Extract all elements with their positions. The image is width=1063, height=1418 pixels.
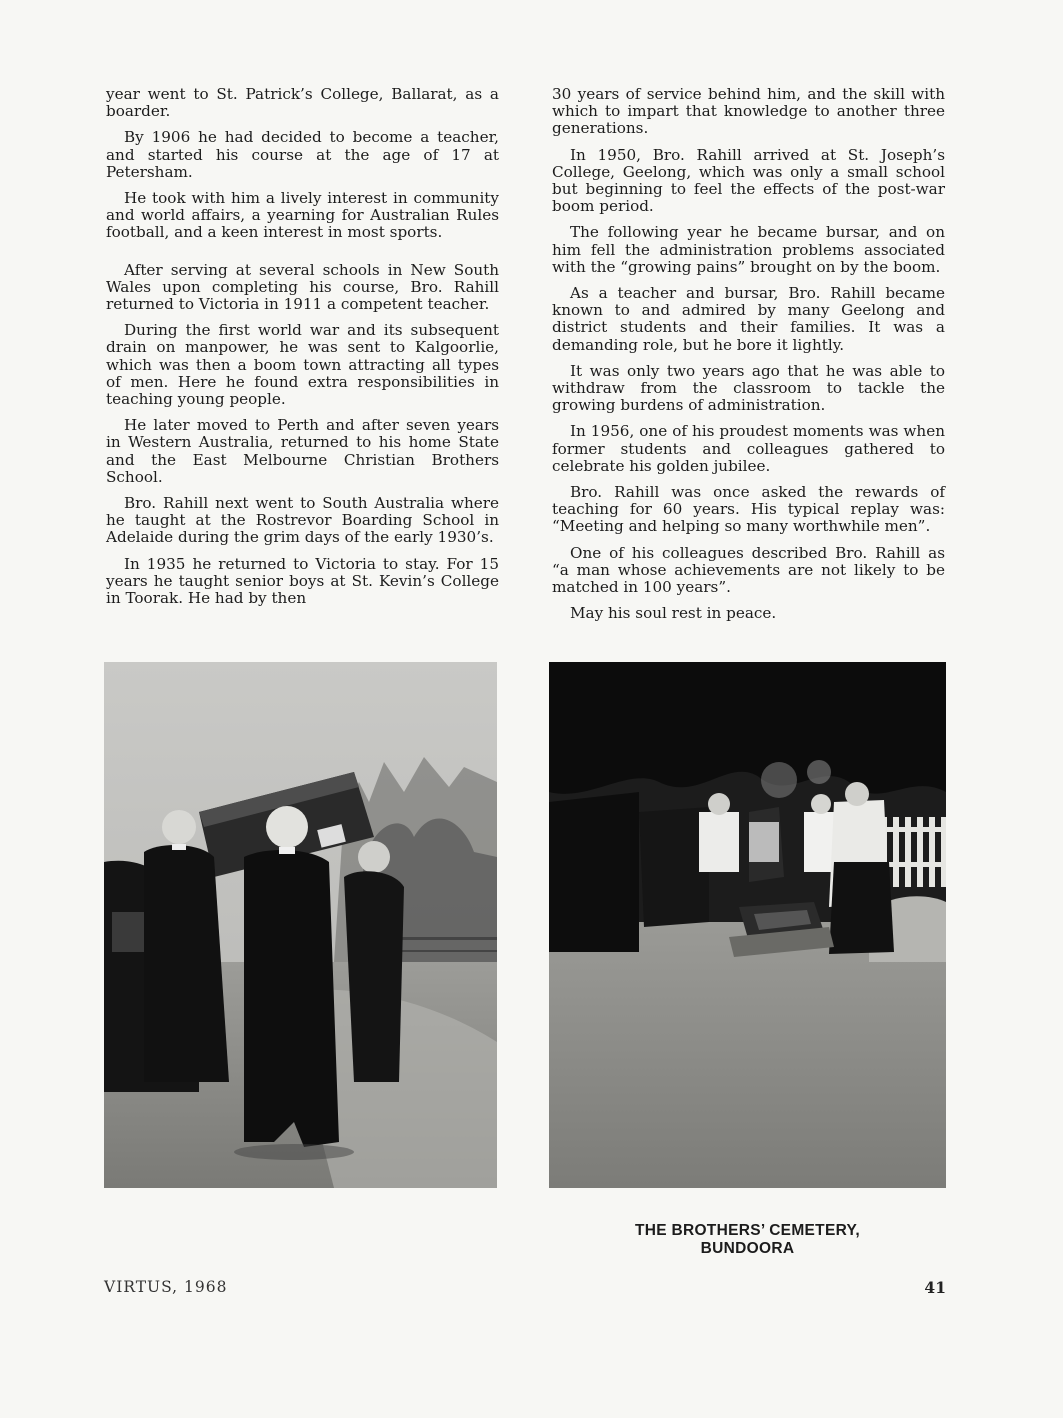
paragraph: During the first world war and its subsequent drain on manpower, he was sent to Kalgoorlie, which was then a boom town attracting all types of men. Here he found extra responsibilities in teaching young people. <box>106 321 499 409</box>
publication-footer: VIRTUS, 1968 <box>104 1278 228 1296</box>
paragraph: In 1935 he returned to Victoria to stay. For 15 years he taught senior boys at St. Kevin’s College in Toorak. He had by then <box>106 554 499 608</box>
photo-caption <box>549 1222 946 1258</box>
paragraph: He took with him a lively interest in community and world affairs, a yearning for Australian Rules football, and a keen interest in most sports. <box>106 189 499 242</box>
paragraph: year went to St. Patrick’s College, Ballarat, as a boarder. <box>106 85 499 121</box>
paragraph: In 1950, Bro. Rahill arrived at St. Joseph’s College, Geelong, which was only a small school but beginning to feel the effects of the post-war boom period. <box>552 145 945 216</box>
paragraph: As a teacher and bursar, Bro. Rahill became known to and admired by many Geelong and district students and their families. It was a demanding role, but he bore it lightly. <box>552 284 945 354</box>
page-number: 41 <box>924 1278 946 1297</box>
paragraph: Bro. Rahill next went to South Australia where he taught at the Rostrevor Boarding School in Adelaide during the grim days of the early 1930’s. <box>106 494 499 547</box>
paragraph: One of his colleagues described Bro. Rahill as “a man whose achievements are not likely to be matched in 100 years”. <box>552 543 945 597</box>
paragraph: In 1956, one of his proudest moments was when former students and colleagues gathered to celebrate his golden jubilee. <box>552 422 945 475</box>
paragraph: After serving at several schools in New South Wales upon completing his course, Bro. Rahill returned to Victoria in 1911 a competent teacher. <box>106 260 499 314</box>
caption-line: THE BROTHERS’ CEMETERY, <box>634 1222 861 1239</box>
cemetery-photo <box>549 662 946 1188</box>
right-text-column <box>552 86 945 631</box>
paragraph: May his soul rest in peace. <box>570 604 777 623</box>
caption-line: BUNDOORA <box>700 1240 795 1257</box>
paragraph: Bro. Rahill was once asked the rewards of teaching for 60 years. His typical replay was: “Meeting and helping so many worthwhile men”. <box>552 483 945 536</box>
paragraph: It was only two years ago that he was able to withdraw from the classroom to tackle the growing burdens of administration. <box>552 361 945 415</box>
pallbearers-photo <box>104 662 497 1188</box>
paragraph: 30 years of service behind him, and the skill with which to impart that knowledge to another three generations. <box>552 85 945 138</box>
left-text-column <box>106 86 499 616</box>
paragraph: The following year he became bursar, and on him fell the administration problems associated with the “growing pains” brought on by the boom. <box>552 223 945 276</box>
paragraph: He later moved to Perth and after seven years in Western Australia, returned to his home State and the East Melbourne Christian Brothers School. <box>106 416 499 486</box>
paragraph: By 1906 he had decided to become a teacher, and started his course at the age of 17 at Petersham. <box>106 128 499 181</box>
